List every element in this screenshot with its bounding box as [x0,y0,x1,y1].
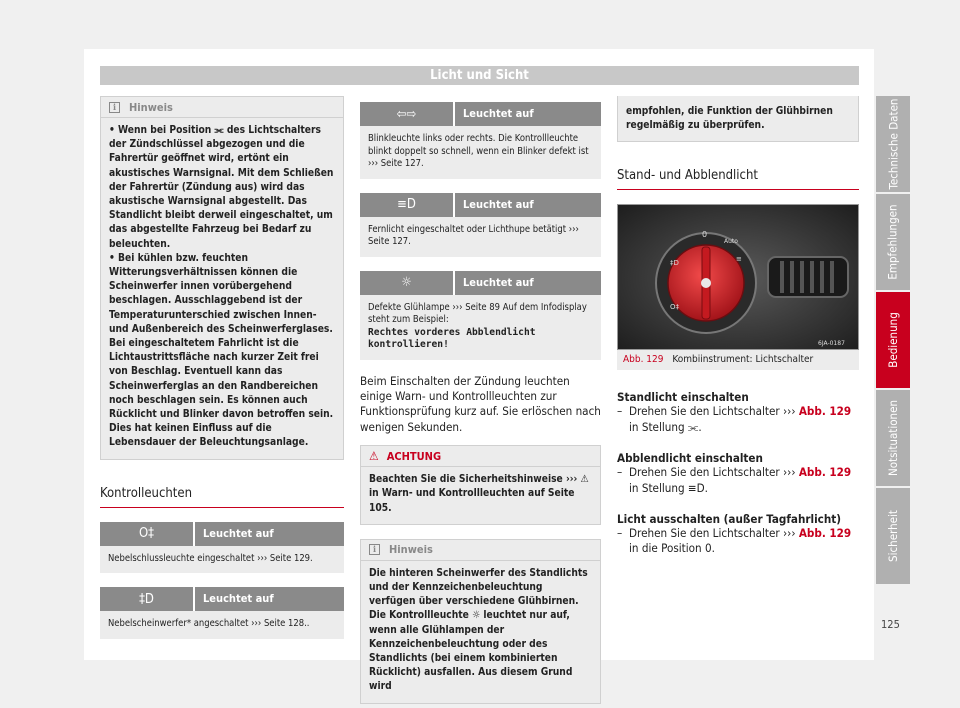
warning-title: ACHTUNG [386,449,442,463]
page-number: 125 [881,618,900,631]
svg-text:≡: ≡ [736,255,742,264]
rear-fog-light-icon: O‡ [100,522,195,546]
section-title-standlicht: Stand- und Abblendlicht [617,168,859,190]
step-heading: Abblendlicht einschalten [617,451,763,466]
light-table [360,102,601,179]
hint-title: Hinweis [389,543,433,557]
light-status: Leuchtet auf [455,193,601,217]
svg-text:‡D: ‡D [670,259,679,268]
column-right [617,96,859,557]
hint-box [360,539,601,704]
front-fog-light-icon: ‡D [100,587,195,611]
bulb-defect-icon: ☼ [360,271,455,295]
info-icon: i [109,102,120,113]
light-table [100,587,344,639]
svg-text:Auto: Auto [724,238,738,246]
figure-reference: Abb. 129 [798,465,852,480]
svg-text:0: 0 [702,230,708,240]
light-status: Leuchtet auf [195,522,344,546]
light-description: Blinkleuchte links oder rechts. Die Kontrollleuchte blinkt doppelt so schnell, wenn ein Blinker defekt ist ››› Seite 127. [360,126,601,179]
figure-number: Abb. 129 [623,354,664,366]
figure-reference: Abb. 129 [798,526,852,541]
light-status: Leuchtet auf [195,587,344,611]
light-status: Leuchtet auf [455,271,601,295]
step-item: – Drehen Sie den Lichtschalter ››› Abb. 129 in Stellung ⫘. [617,404,852,434]
display-message: Rechtes vorderes Abblendlicht kontrollieren! [368,326,536,350]
light-table [100,522,344,574]
step-heading: Standlicht einschalten [617,390,749,405]
hint-paragraph: • Bei kühlen bzw. feuchten Witterungsverhältnissen können die Scheinwerfer innen vorübergehend beschlagen. Ausschlaggebend ist der Temperaturunterschied zwischen Innen- und Außenbereich des Scheinwerferglases. Bei eingeschaltetem Fahrlicht ist die Lichtaustrittsfläche nach kurzer Zeit frei von Beschlag. Eventuell kann das Scheinwerferglas an den Randbereichen noch beschlagen sein. Es können auch Rücklicht und Blinker davon betroffen sein. Dies hat keinen Einfluss auf die Lebensdauer der Beleuchtungsanlage. [109,252,334,449]
body-paragraph: Beim Einschalten der Zündung leuchten einige Warn- und Kontrollleuchten zur Funktionsprüfung kurz auf. Sie erlöschen nach wenigen Sekunden. [360,373,601,434]
figure-caption [617,350,859,370]
column-left [100,96,344,639]
light-description: Nebelscheinwerfer* angeschaltet ››› Seite 128.. [100,611,344,639]
hint-paragraph: Die hinteren Scheinwerfer des Standlichts und der Kennzeichenbeleuchtung verfügen über verschiedene Glühbirnen. Die Kontrollleuchte ☼ leuchtet nur auf, wenn alle Glühlampen der Kennzeichenbeleuchtung oder des Standlichts (bei einem kombinierten Rücklicht) ausfallen. Aus diesem Grund wird [369,567,588,693]
hint-box [100,96,344,460]
light-description: Nebelschlussleuchte eingeschaltet ››› Seite 129. [100,546,344,574]
hint-continuation: empfohlen, die Funktion der Glühbirnen regelmäßig zu überprüfen. [617,96,859,142]
hint-title: Hinweis [129,100,173,114]
page-header: Licht und Sicht [100,66,859,85]
tab-sicherheit[interactable]: Sicherheit [876,488,910,584]
light-switch-figure [617,204,859,350]
section-title-kontrolleuchten: Kontrolleuchten [100,486,344,508]
light-switch-illustration [618,205,859,350]
step-item: – Drehen Sie den Lichtschalter ››› Abb. 129 in Stellung ≡D. [617,465,852,495]
chapter-tabs [876,96,910,586]
tab-technische-daten[interactable]: Technische Daten [876,96,910,192]
light-description: Fernlicht eingeschaltet oder Lichthupe betätigt ››› Seite 127. [360,217,601,257]
svg-text:O‡: O‡ [670,303,680,312]
light-status: Leuchtet auf [455,102,601,126]
step-heading: Licht ausschalten (außer Tagfahrlicht) [617,512,842,527]
figure-reference: Abb. 129 [798,404,852,419]
light-table [360,271,601,360]
figure-code: 6JA-0187 [818,340,845,348]
warning-box [360,445,601,525]
warning-triangle-icon: ⚠ [369,449,379,464]
figure-caption-text: Kombiinstrument: Lichtschalter [672,354,814,366]
turn-signal-icon: ⇦⇨ [360,102,455,126]
tab-empfehlungen[interactable]: Empfehlungen [876,194,910,290]
step-item: – Drehen Sie den Lichtschalter ››› Abb. 129 in die Position 0. [617,526,852,556]
warning-text: Beachten Sie die Sicherheitshinweise ››› ⚠ in Warn- und Kontrollleuchten auf Seite 105. [369,474,589,514]
tab-notsituationen[interactable]: Notsituationen [876,390,910,486]
hint-paragraph: • Wenn bei Position ⫘ des Lichtschalters der Zündschlüssel abgezogen und die Fahrertür geöffnet wird, ertönt ein akustisches Warnsignal. Mit dem Schließen der Fahrertür (Zündung aus) wird das akustische Warnsignal abgestellt. Das Standlicht bleibt derweil eingeschaltet, um das abgestellte Fahrzeug bei Bedarf zu beleuchten. [109,125,334,250]
column-middle [360,102,601,704]
tab-bedienung[interactable]: Bedienung [876,292,910,388]
light-description: Defekte Glühlampe ››› Seite 89 Auf dem Infodisplay steht zum Beispiel: Rechtes vorderes Abblendlicht kontrollieren! [360,295,601,360]
light-table [360,193,601,257]
high-beam-icon: ≡D [360,193,455,217]
info-icon: i [369,544,380,555]
